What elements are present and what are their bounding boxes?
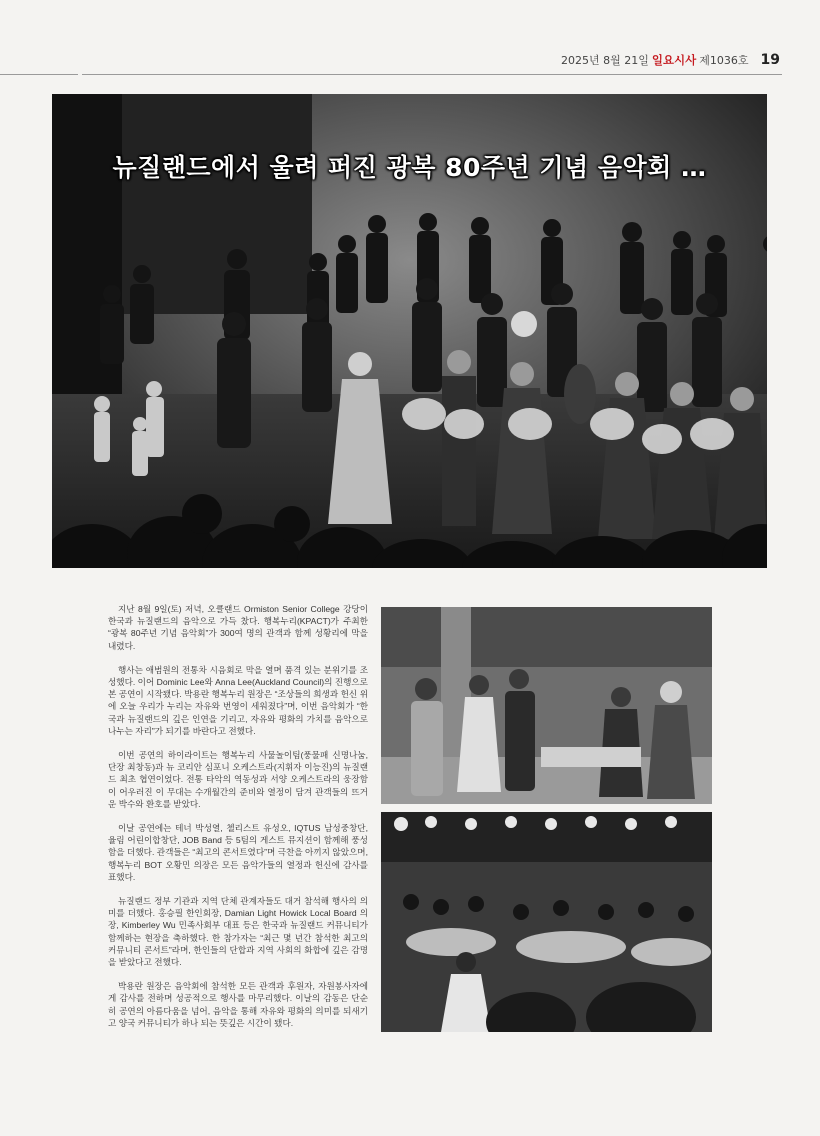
page-number: 19 <box>760 52 780 68</box>
article-paragraph: 이날 공연에는 테너 박성열, 첼리스트 유성오, IQTUS 남성중창단, 율림 어린이합창단, JOB Band 등 5팀의 게스트 뮤지션이 함께해 풍성함을 더했다. 관객들은 “최고의 콘서트였다”며 극찬을 아끼지 않았으며, 행복누리 BOT 오황민 의장은 모든 음악가들의 열정과 헌신에 감사를 표했다. <box>108 823 368 882</box>
headline: 뉴질랜드에서 울려 퍼진 광복 80주년 기념 음악회 … <box>112 153 707 182</box>
header-left-rule <box>0 74 78 75</box>
article-paragraph: 뉴질랜드 정부 기관과 지역 단체 관계자들도 대거 참석해 행사의 의미를 더했다. 홍승필 한인회장, Damian Light Howick Local Board 의장, Kimberley Wu 민족사회부 대표 등은 한국과 뉴질랜드 커뮤니티가 함께하는 현장을 축하했다. 한 참가자는 “최근 몇 년간 참석한 최고의 커뮤니티 콘서트”라며, 한인들의 단합과 지역 사회의 화합에 깊은 감명을 받았다고 전했다. <box>108 896 368 968</box>
article-body <box>108 603 368 1041</box>
reception-photo <box>381 812 712 1032</box>
dignitaries-illustration <box>381 607 712 804</box>
dignitaries-photo <box>381 607 712 804</box>
main-concert-photo <box>52 94 767 568</box>
page-header <box>561 52 780 68</box>
article-paragraph: 이번 공연의 하이라이트는 행복누리 사물놀이팀(풍물패 신명나눔, 단장 최창동)과 뉴 코리안 심포니 오케스트라(지휘자 이능진)의 뉴질랜드 최초 협연이었다. 전통 타악의 역동성과 서양 오케스트라의 웅장함이 어우러진 이 무대는 수개월간의 준비와 열정이 담겨 관객들의 뜨거운 박수와 환호를 받았다. <box>108 750 368 809</box>
reception-illustration <box>381 812 712 1032</box>
publication-name: 일요시사 <box>651 53 697 67</box>
article-paragraph: 박용란 원장은 음악회에 참석한 모든 관객과 후원자, 자원봉사자에게 감사를 전하며 성공적으로 행사를 마무리했다. 이날의 감동은 단순히 공연의 아름다움을 넘어, 음악을 통해 자유와 평화의 의미를 되새기고 양국 커뮤니티가 하나 되는 뜻깊은 시간이 됐다. <box>108 981 368 1028</box>
header-rule <box>82 74 782 75</box>
article-paragraph: 행사는 애범원의 전통차 시음회로 막을 열며 품격 있는 분위기를 조성했다. 이어 Dominic Lee와 Anna Lee(Auckland Council)의 진행으로 본 공연이 시작됐다. 박용란 행복누리 원장은 “조상들의 희생과 헌신 위에 오늘 우리가 누리는 자유와 번영이 세워졌다”며, 이번 음악회가 “한국과 뉴질랜드의 깊은 인연을 기리고, 자유와 평화의 가치를 음악으로 나누는 자리”가 되기를 바란다고 전했다. <box>108 664 368 736</box>
article-paragraph: 지난 8월 9일(토) 저녁, 오클랜드 Ormiston Senior College 강당이 한국과 뉴질랜드의 음악으로 가득 찼다. 행복누리(KPACT)가 주최한 “광복 80주년 기념 음악회”가 300여 명의 관객과 함께 성황리에 막을 내렸다. <box>108 604 368 651</box>
issue-number: 제1036호 <box>699 54 749 67</box>
header-date: 2025년 8월 21일 <box>560 54 649 67</box>
